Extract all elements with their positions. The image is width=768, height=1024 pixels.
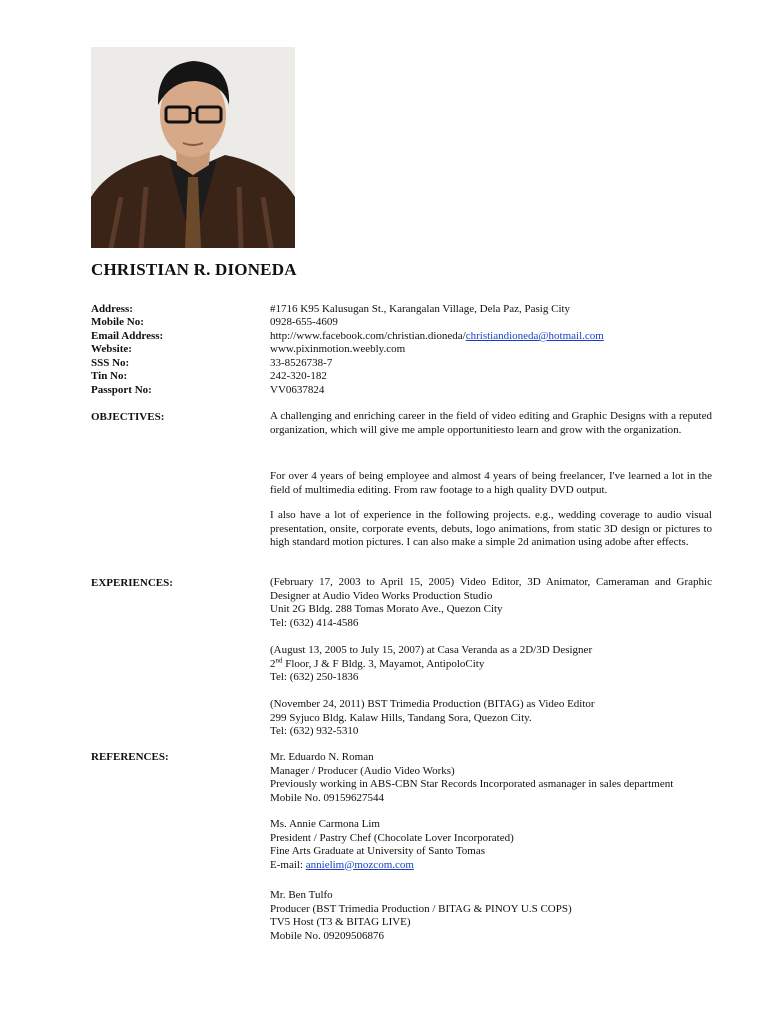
reference-1 [270, 751, 673, 805]
reference-2-line: Ms. Annie Carmona Lim [270, 818, 380, 830]
reference-2 [270, 818, 514, 872]
email-value [270, 330, 604, 343]
reference-1-line: Previously working in ABS-CBN Star Records Incorporated asmanager in sales department [270, 778, 674, 790]
experience-2-title: (August 13, 2005 to July 15, 2007) at Casa Veranda as a 2D/3D Designer [270, 644, 593, 656]
reference-3-line: Mobile No. 09209506876 [270, 929, 384, 942]
experience-1-address: Unit 2G Bldg. 288 Tomas Morato Ave., Quezon City [270, 603, 503, 615]
reference-3 [270, 889, 572, 943]
sss-value: 33-8526738-7 [270, 357, 333, 369]
tin-label: Tin No: [91, 370, 128, 382]
reference-3-line: Producer (BST Trimedia Production / BITAG & PINOY U.S COPS) [270, 902, 572, 915]
reference-2-line: Fine Arts Graduate at University of Santo Tomas [270, 845, 486, 857]
experience-1-details [270, 603, 503, 630]
objectives-heading: OBJECTIVES: [91, 411, 165, 423]
profile-photo [91, 47, 295, 248]
experience-3-title: (November 24, 2011) BST Trimedia Production (BITAG) as Video Editor [270, 698, 595, 710]
experience-2-address: 2nd Floor, J & F Bldg. 3, Mayamot, AntipoloCity [270, 655, 485, 670]
experience-1: (February 17, 2003 to April 15, 2005) Video Editor, 3D Animator, Cameraman and Graphic Designer at Audio Video Works Production Studio [270, 576, 712, 602]
passport-label: Passport No: [91, 384, 152, 396]
objective-paragraph-2: For over 4 years of being employee and almost 4 years of being freelancer, I've learned a lot in the field of multimedia editing. From raw footage to a high quality DVD output. [270, 470, 712, 496]
experience-3 [270, 698, 595, 739]
references-heading: REFERENCES: [91, 751, 169, 763]
objective-paragraph-1: A challenging and enriching career in the field of video editing and Graphic Designs with a reputed organization, which will give me ample opportunitiesto learn and grow with the organization. [270, 410, 712, 436]
experience-2 [270, 644, 592, 685]
experience-2-tel: Tel: (632) 250-1836 [270, 671, 359, 683]
experience-3-address: 299 Syjuco Bldg. Kalaw Hills, Tandang Sora, Quezon City. [270, 711, 532, 724]
reference-1-line: Mr. Eduardo N. Roman [270, 751, 374, 763]
sss-label: SSS No: [91, 357, 130, 369]
reference-3-line: TV5 Host (T3 & BITAG LIVE) [270, 916, 411, 928]
resume-name: CHRISTIAN R. DIONEDA [91, 260, 297, 279]
experience-1-tel: Tel: (632) 414-4586 [270, 616, 359, 629]
website-label: Website: [91, 343, 132, 355]
facebook-url: http://www.facebook.com/christian.dioneda/ [270, 330, 466, 342]
mobile-label: Mobile No: [91, 316, 144, 328]
objective-paragraph-3: I also have a lot of experience in the following projects. e.g., wedding coverage to audio visual presentation, onsite, corporate events, debuts, logo animations, from static 3D design or pictures to high standard motion pictures. I can also make a simple 2d animation using adobe after effects. [270, 509, 712, 548]
mobile-value: 0928-655-4609 [270, 316, 338, 328]
reference-1-line: Mobile No. 09159627544 [270, 791, 384, 804]
tin-value: 242-320-182 [270, 370, 327, 382]
email-link[interactable]: christiandioneda@hotmail.com [465, 330, 604, 342]
reference-1-line: Manager / Producer (Audio Video Works) [270, 764, 455, 777]
experiences-heading: EXPERIENCES: [91, 577, 173, 589]
address-label: Address: [91, 303, 133, 315]
address-value: #1716 K95 Kalusugan St., Karangalan Village, Dela Paz, Pasig City [270, 303, 571, 315]
reference-2-email-link[interactable]: annielim@mozcom.com [305, 858, 414, 871]
email-label: Email Address: [91, 330, 164, 342]
reference-3-line: Mr. Ben Tulfo [270, 889, 333, 901]
experience-3-tel: Tel: (632) 932-5310 [270, 725, 359, 737]
passport-value: VV0637824 [270, 384, 325, 396]
reference-2-line: President / Pastry Chef (Chocolate Lover Incorporated) [270, 831, 514, 844]
reference-2-email: E-mail: annielim@mozcom.com [270, 858, 414, 871]
website-value: www.pixinmotion.weebly.com [270, 343, 406, 355]
